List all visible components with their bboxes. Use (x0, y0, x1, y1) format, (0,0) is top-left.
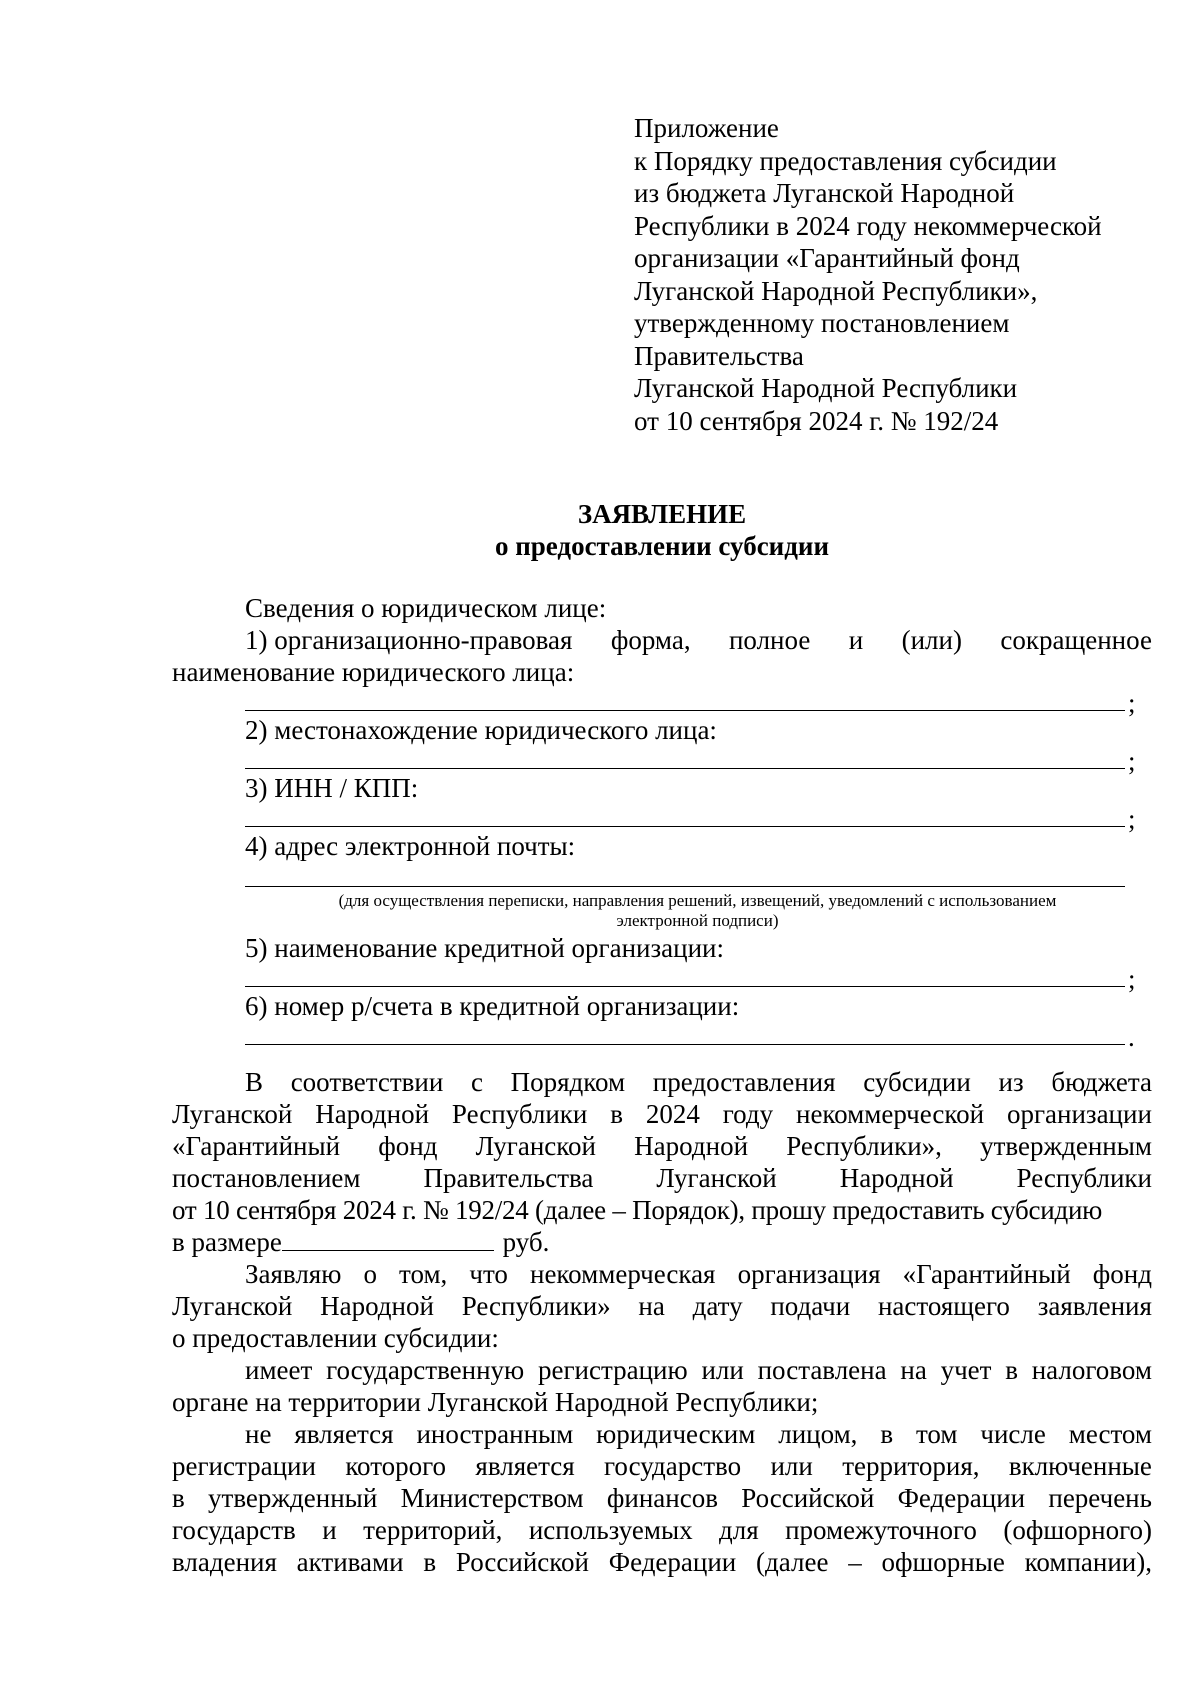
word: территорий, (363, 1515, 503, 1545)
word: фонд (1092, 1259, 1152, 1289)
word: Луганской (475, 1131, 596, 1161)
word: организация (737, 1259, 881, 1289)
word: является (475, 1451, 575, 1481)
word: владения (172, 1547, 277, 1577)
appendix-line: из бюджета Луганской Народной (634, 178, 1015, 208)
form-item-4: 4) адрес электронной почты: (245, 831, 576, 861)
email-note-line: электронной подписи) (616, 911, 779, 930)
word: поставлена (757, 1355, 887, 1385)
paragraph-1-line (172, 1226, 549, 1259)
word: Луганской (656, 1163, 777, 1193)
paragraph-1-line (172, 1098, 1152, 1131)
word: полное (728, 625, 811, 655)
form-item-2: 2) местонахождение юридического лица: (245, 715, 717, 745)
word: «Гарантийный (172, 1131, 341, 1161)
main-text (172, 0, 1152, 1697)
word: Федерации (608, 1547, 737, 1577)
word: компании), (1024, 1547, 1152, 1577)
word: на (900, 1355, 927, 1385)
punctuation: ; (1128, 688, 1136, 718)
word: о (363, 1259, 377, 1289)
word: Министерством (400, 1483, 584, 1513)
word: Правительства (423, 1163, 594, 1193)
appendix-line: утвержденному постановлением (634, 308, 1010, 338)
appendix-line: Луганской Народной Республики», (634, 275, 1038, 306)
word: (офшорного) (1003, 1515, 1152, 1545)
word: не (245, 1419, 272, 1449)
paragraph-4-line (172, 1546, 1152, 1579)
word: активами (296, 1547, 404, 1577)
word: Республики» (461, 1291, 611, 1321)
appendix-line: Правительства (634, 340, 804, 371)
word: «Гарантийный (902, 1259, 1071, 1289)
word: юридическим (596, 1419, 756, 1449)
paragraph-4-line (172, 1418, 1152, 1451)
paragraph-1-line (172, 1066, 1152, 1099)
paragraph-2-line: о предоставлении субсидии: (172, 1323, 499, 1353)
form-item-6: 6) номер р/счета в кредитной организации: (245, 991, 740, 1021)
word: местом (1068, 1419, 1152, 1449)
paragraph-2-line (172, 1258, 1152, 1291)
word: офшорные (881, 1547, 1005, 1577)
word: организации (1006, 1099, 1152, 1129)
text: руб. (495, 1227, 550, 1257)
word: перечень (1048, 1483, 1152, 1513)
word: Народной (315, 1099, 430, 1129)
word: имеет (245, 1355, 313, 1385)
paragraph-4-line (172, 1514, 1152, 1547)
word: используемых (528, 1515, 693, 1545)
paragraph-3-line (172, 1354, 1152, 1387)
word: форма, (610, 625, 691, 655)
word: для (719, 1515, 759, 1545)
word: государств (172, 1515, 296, 1545)
word: с (470, 1067, 483, 1097)
word: утвержденным (980, 1131, 1152, 1161)
form-item-3: 3) ИНН / КПП: (245, 773, 419, 803)
word: настоящего (877, 1291, 1010, 1321)
paragraph-3-line: органе на территории Луганской Народной Республики; (172, 1387, 819, 1417)
word: том (915, 1419, 958, 1449)
word: в (423, 1547, 437, 1577)
appendix-line: от 10 сентября 2024 г. № 192/24 (634, 405, 999, 436)
word: в (1005, 1355, 1018, 1385)
appendix-line: к Порядку предоставления субсидии (634, 145, 1057, 176)
word: учет (940, 1355, 992, 1385)
word: числе (980, 1419, 1046, 1449)
word: (далее (756, 1547, 829, 1577)
word: дату (692, 1291, 743, 1321)
word: (или) (901, 625, 962, 655)
word: Народной (839, 1163, 954, 1193)
word: или (701, 1355, 744, 1385)
word: утвержденный (208, 1483, 378, 1513)
word: предоставления (652, 1067, 836, 1097)
word: некоммерческой (796, 1099, 985, 1129)
paragraph-4-line (172, 1450, 1152, 1483)
word: иностранным (416, 1419, 574, 1449)
word: что (469, 1259, 508, 1289)
appendix-line: организации «Гарантийный фонд (634, 243, 1020, 273)
word: Российской (741, 1483, 875, 1513)
text: в размере (172, 1227, 282, 1257)
word: регистрацию (538, 1355, 688, 1385)
paragraph-1-line: от 10 сентября 2024 г. № 192/24 (далее – Порядок), прошу предоставить субсидию (172, 1195, 1103, 1225)
word: постановлением (172, 1163, 361, 1193)
word: в (610, 1099, 623, 1129)
word: и (848, 625, 864, 655)
document-subtitle: о предоставлении субсидии (494, 531, 830, 561)
word: некоммерческая (530, 1259, 716, 1289)
word: Республики (1016, 1163, 1152, 1193)
paragraph-1-line (172, 1162, 1152, 1195)
word: В (245, 1067, 264, 1097)
word: в (172, 1483, 185, 1513)
punctuation: ; (1128, 964, 1136, 994)
word: году (722, 1099, 774, 1129)
word: которого (345, 1451, 447, 1481)
subsidy-amount-field[interactable] (282, 1228, 494, 1251)
email-note-line: (для осуществления переписки, направления решений, извещений, уведомлений с использованием (338, 891, 1057, 910)
word: Республики», (786, 1131, 942, 1161)
word: Заявляю (245, 1259, 342, 1289)
paragraph-4-line (172, 1482, 1152, 1515)
word: и (322, 1515, 337, 1545)
punctuation: ; (1128, 746, 1136, 776)
word: Народной (320, 1291, 434, 1321)
form-intro: Сведения о юридическом лице: (245, 593, 607, 623)
word: налоговом (1031, 1355, 1152, 1385)
word: 2024 (645, 1099, 700, 1129)
word: сокращенное (1000, 625, 1152, 655)
word: финансов (606, 1483, 718, 1513)
word: государственную (326, 1355, 525, 1385)
word: Российской (455, 1547, 589, 1577)
word: регистрации (172, 1451, 316, 1481)
word: заявления (1037, 1291, 1152, 1321)
word: подачи (770, 1291, 851, 1321)
punctuation: ; (1128, 804, 1136, 834)
word: Луганской (172, 1291, 293, 1321)
paragraph-1-line (172, 1130, 1152, 1163)
word: Луганской (172, 1099, 293, 1129)
word: фонд (378, 1131, 438, 1161)
word: или (770, 1451, 813, 1481)
word: – (848, 1547, 862, 1577)
form-item-1-cont: наименование юридического лица: (172, 657, 575, 687)
word: Порядком (510, 1067, 626, 1097)
word: государство (604, 1451, 742, 1481)
paragraph-2-line (172, 1290, 1152, 1323)
appendix-line: Луганской Народной Республики (634, 373, 1018, 403)
word: в (880, 1419, 894, 1449)
word: лицом, (778, 1419, 858, 1449)
word: Народной (634, 1131, 749, 1161)
word: соответствии (290, 1067, 444, 1097)
word: 1) организационно-правовая (245, 625, 573, 655)
word: является (294, 1419, 394, 1449)
punctuation: . (1128, 1022, 1135, 1052)
word: промежуточного (785, 1515, 977, 1545)
document-title: ЗАЯВЛЕНИЕ (577, 499, 747, 529)
word: субсидии (863, 1067, 971, 1097)
word: Республики (451, 1099, 588, 1129)
word: том, (399, 1259, 448, 1289)
word: включенные (1008, 1451, 1152, 1481)
word: из (998, 1067, 1024, 1097)
word: Федерации (897, 1483, 1026, 1513)
appendix-line: Республики в 2024 году некоммерческой (634, 210, 1102, 241)
form-item-5: 5) наименование кредитной организации: (245, 933, 724, 963)
word: территория, (842, 1451, 980, 1481)
appendix-line: Приложение (634, 113, 779, 143)
word: бюджета (1051, 1067, 1152, 1097)
word: на (638, 1291, 665, 1321)
